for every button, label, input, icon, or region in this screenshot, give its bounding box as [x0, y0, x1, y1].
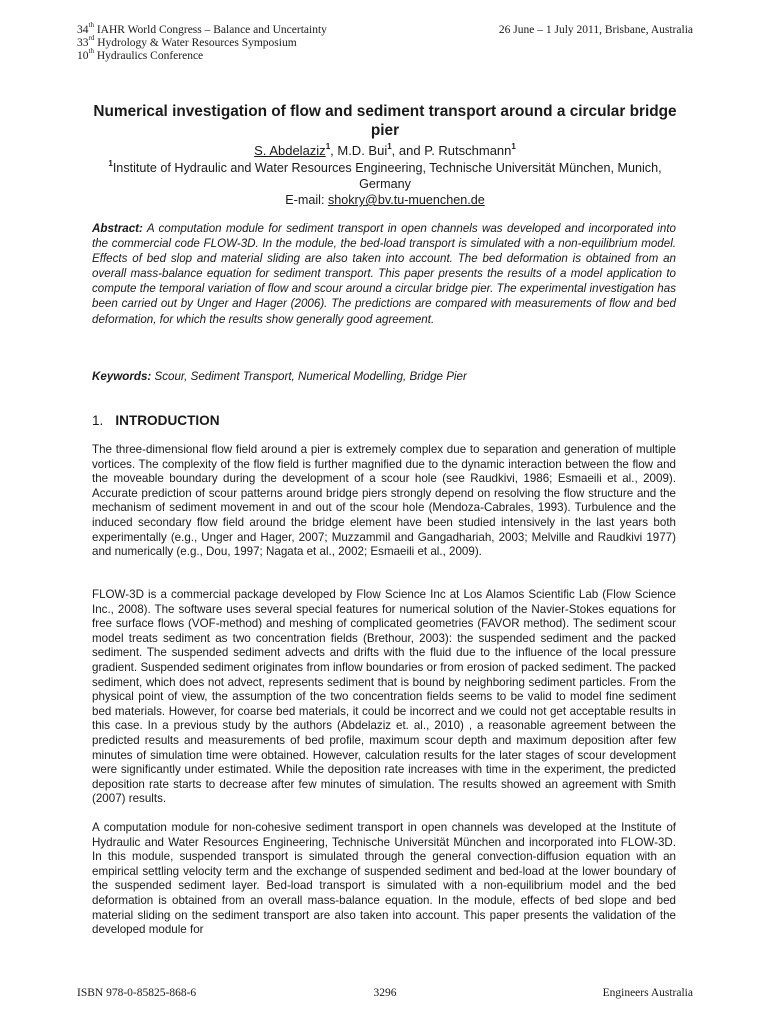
page-footer [77, 986, 693, 1000]
body-paragraph: FLOW-3D is a commercial package developed by Flow Science Inc at Los Alamos Scientific Lab (Flow Science Inc., 2008). The software uses several special features for numerical solution of the Navier-Stokes equations for free surface flows (VOF-method) and meshing of complicated geometries (FAVOR method). The sediment scour model treats sediment as two concentration fields (Brethour, 2003): the suspended sediment and the packed sediment. The suspended sediment advects and drifts with the fluid due to the influence of the local pressure gradient. Suspended sediment originates from inflow boundaries or from erosion of packed sediment. The packed sediment, which does not advect, represents sediment that is bound by neighboring sediment particles. From the physical point of view, the assumption of the two concentration fields seems to be valid to model fine sediment bed materials. However, for coarse bed materials, it could be incorrect and we could not get acceptable results in this case. In a previous study by the authors (Abdelaziz et. al., 2010) , a reasonable agreement between the predicted results and measurements of bed profile, maximum scour depth and maximum deposition after few minutes of simulation time were obtained. However, calculation results for the later stages of scour development were significantly under estimated. While the deposition rate increases with time in the experiment, the predicted deposition rate starts to decrease after few minutes of simulation. The results showed an agreement with Smith (2007) results. [92, 588, 676, 806]
author-rutschmann: , and P. Rutschmann [391, 143, 512, 158]
keywords-text: Scour, Sediment Transport, Numerical Modelling, Bridge Pier [151, 370, 467, 383]
email-line: E-mail: shokry@bv.tu-muenchen.de [285, 193, 485, 207]
section-heading [92, 412, 220, 429]
abstract-label: Abstract: [92, 222, 143, 235]
running-header [77, 21, 693, 63]
page-number: 3296 [373, 987, 397, 999]
keywords-label: Keywords: [92, 370, 152, 383]
abstract-text: A computation module for sediment transport in open channels was developed and incorporated into the commercial code FLOW-3D. In the module, the bed-load transport is simulated with a non-equilibrium model. Effects of bed slop and material sliding are also taken into account. The bed deformation is obtained from an overall mass-balance equation for sediment transport. This paper presents the results of a model application to compute the temporal variation of flow and scour around a circular bridge pier. The experimental investigation has been carried out by Unger and Hager (2006). The predictions are compared with measurements of flow and bed deformation, for which the results show generally good agreement. [92, 222, 676, 326]
abstract [92, 221, 676, 327]
body-paragraph: The three-dimensional flow field around a pier is extremely complex due to separation and generation of multiple vortices. The complexity of the flow field is further magnified due to the dynamic interaction between the flow and the moveable boundary during the development of a scour hole (see Raudkivi, 1986; Esmaeili et al., 2009). Accurate prediction of scour patterns around bridge piers strongly depend on resolving the flow structure and the mechanism of sediment movement in and out of the scour hole (Mendoza-Cabrales, 1993). Turbulence and the induced secondary flow field around the bridge element have been studied intensively in the last years both experimentally (e.g., Unger and Hager, 2007; Muzzammil and Gangadhariah, 2003; Melville and Raudkivi 1977) and numerically (e.g., Dou, 1997; Nagata et al., 2002; Esmaeili et al., 2009). [92, 443, 676, 559]
footer-publisher: Engineers Australia [602, 987, 693, 999]
header-symposium-line: 33rd Hydrology & Water Resources Symposium [77, 34, 297, 49]
header-date-location: 26 June – 1 July 2011, Brisbane, Australia [498, 24, 693, 36]
section-number: 1. [92, 413, 104, 428]
affiliation: $^1$Institute of Hydraulic and Water Resources Engineering, Technische Universität München, Munich, Germany [108, 158, 662, 191]
email-link[interactable]: shokry@bv.tu-muenchen.de [327, 193, 485, 207]
header-conference-line: 10th Hydraulics Conference [77, 47, 204, 62]
keywords [92, 369, 676, 384]
author-abdelaziz: S. Abdelaziz [254, 143, 326, 158]
section-title: INTRODUCTION [115, 413, 220, 428]
author-bui: , M.D. Bui [330, 143, 388, 158]
body-paragraph: A computation module for non-cohesive sediment transport in open channels was developed at the Institute of Hydraulic and Water Resources Engineering, Technische Universität München and incorporated into FLOW-3D. In this module, suspended transport is simulated through the general convection-diffusion equation with an empirical settling velocity term and the exchange of suspended sediment and bed-load at the lower boundary of the suspended sediment layer. Bed-load transport is simulated with a non-equilibrium model and the bed deformation is obtained from an overall mass-balance equation. In the module, effects of bed slope and bed material sliding on the sediment transport are also taken into account. This paper presents the validation of the developed module for [92, 821, 676, 937]
footer-isbn: ISBN 978-0-85825-868-6 [77, 987, 197, 999]
paper-title: Numerical investigation of flow and sediment transport around a circular bridge pier [93, 103, 677, 139]
author-list: S. Abdelaziz$^1$, M.D. Bui$^1$, and P. Rutschmann$^1$ [254, 141, 516, 158]
header-congress-line: 34th IAHR World Congress – Balance and Uncertainty [77, 21, 327, 36]
